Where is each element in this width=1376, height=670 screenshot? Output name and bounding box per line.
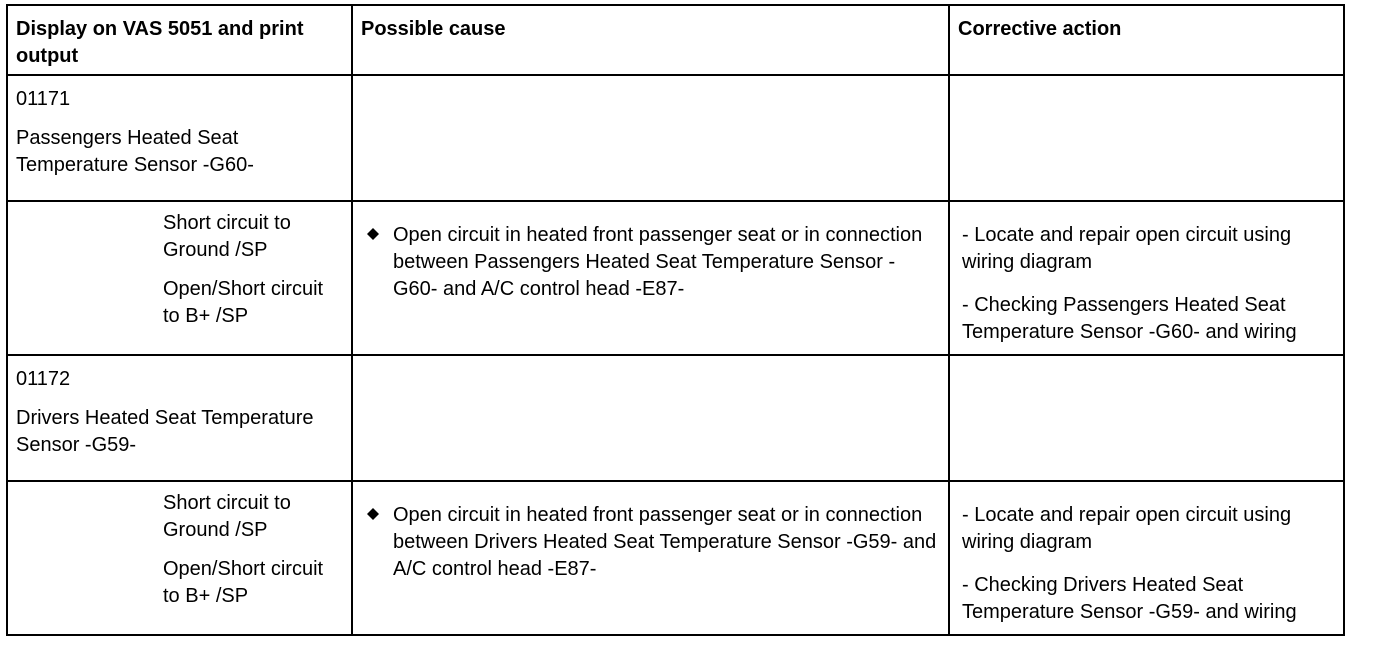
fault-code: 01171 (16, 88, 71, 110)
cause-text: Open circuit in heated front passenger seat or in connection between Passengers Heated Seat Temperature Sensor -G60- and A/C control head -E87- (393, 224, 923, 300)
fault-2-action-cell (949, 481, 1344, 635)
cause-bullet-row (367, 502, 938, 583)
fault-1-code-cell (7, 75, 352, 201)
fault-2-cause-cell (352, 481, 949, 635)
fault-component: Drivers Heated Seat Temperature Sensor -G59- (16, 407, 314, 456)
fault-2-mode-cell (7, 481, 352, 635)
action-text: - Locate and repair open circuit using wiring diagram (962, 504, 1292, 553)
fault-2-code-cell (7, 355, 352, 481)
fault-mode: Open/Short circuit to B+ /SP (163, 558, 324, 607)
fault-mode: Open/Short circuit to B+ /SP (163, 278, 324, 327)
fault-2-top-row (7, 355, 1344, 481)
header-action: Corrective action (949, 5, 1344, 75)
fault-1-action-empty (949, 75, 1344, 201)
cause-text: Open circuit in heated front passenger seat or in connection between Drivers Heated Seat Temperature Sensor -G59- and A/C control head -E87- (393, 504, 937, 580)
fault-code: 01172 (16, 368, 71, 390)
fault-1-action-cell (949, 201, 1344, 355)
fault-component: Passengers Heated Seat Temperature Sensor -G60- (16, 127, 254, 176)
fault-1-mode-cell (7, 201, 352, 355)
fault-1-detail-row (7, 201, 1344, 355)
action-text: - Locate and repair open circuit using wiring diagram (962, 224, 1292, 273)
fault-2-detail-row (7, 481, 1344, 635)
header-row (7, 5, 1344, 75)
action-text: - Checking Passengers Heated Seat Temperature Sensor -G60- and wiring (962, 294, 1297, 343)
fault-2-action-empty (949, 355, 1344, 481)
diamond-bullet-icon (367, 508, 379, 520)
action-text: - Checking Drivers Heated Seat Temperature Sensor -G59- and wiring (962, 574, 1297, 623)
fault-mode: Short circuit to Ground /SP (163, 212, 291, 261)
fault-1-top-row (7, 75, 1344, 201)
fault-1-cause-cell (352, 201, 949, 355)
header-display: Display on VAS 5051 and print output (7, 5, 352, 75)
fault-2-cause-empty (352, 355, 949, 481)
cause-bullet-row (367, 222, 938, 303)
header-cause: Possible cause (352, 5, 949, 75)
diamond-bullet-icon (367, 228, 379, 240)
fault-1-cause-empty (352, 75, 949, 201)
fault-table (6, 4, 1345, 636)
fault-mode: Short circuit to Ground /SP (163, 492, 291, 541)
